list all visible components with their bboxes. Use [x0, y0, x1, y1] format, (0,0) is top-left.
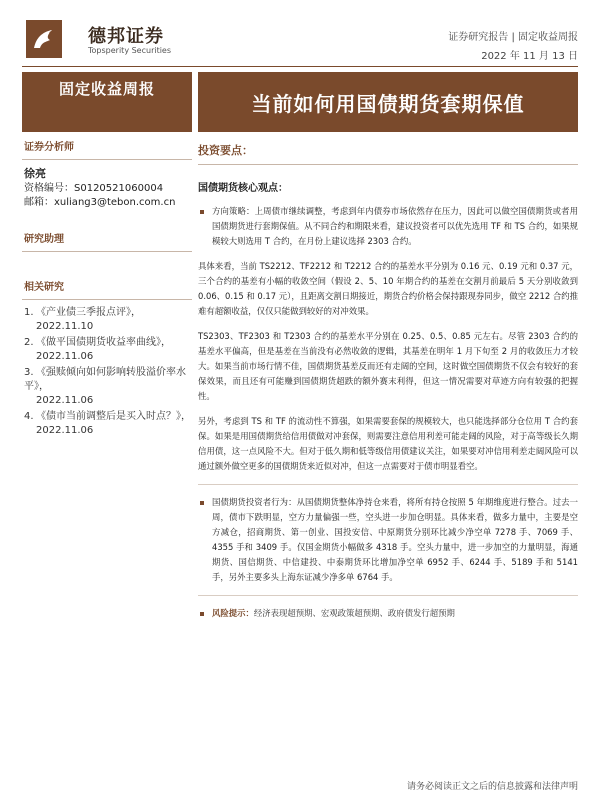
disclaimer-footer: 请务必阅读正文之后的信息披露和法律声明	[406, 782, 578, 792]
paragraph-direction-strategy: 方向策略：上周债市继续调整，考虑到年内债券市场依然存在压力，因此可以做空国债期货或者用国债期货进行套期保值。从不同合约和期限来看，建议投资者可以优先选用 TF 和 TS 合约，如果规模较大则选用 T 合约，在月份上建议选择 2303 合约。	[212, 206, 579, 246]
ref-title: 《强赎倾向如何影响转股溢价率水平》，	[24, 367, 186, 392]
main-content	[198, 138, 578, 621]
ref-date: 2022.11.06	[36, 425, 94, 436]
bullet-square-icon	[200, 210, 204, 214]
ref-date: 2022.11.06	[36, 351, 94, 362]
bullet-square-icon	[200, 612, 204, 616]
content-divider	[198, 595, 578, 596]
related-research-item[interactable]: 1. 《产业债三季报点评》， 2022.11.10	[24, 306, 192, 334]
risk-warning	[198, 606, 578, 621]
dragon-logo-icon	[26, 20, 62, 58]
core-views-heading: 国债期货核心观点：	[198, 183, 288, 194]
risk-text: 经济表现超预期、宏观政策超预期、政府债发行超预期	[253, 608, 455, 618]
brand-name-en: Topsperity Securities	[88, 46, 172, 55]
content-divider	[198, 484, 578, 485]
document-type: 证券研究报告 | 固定收益周报	[448, 32, 578, 43]
related-research-heading: 相关研究	[24, 282, 64, 293]
brand-name: 德邦证券	[88, 26, 164, 47]
key-points-heading: 投资要点：	[198, 144, 253, 157]
investor-behavior-block	[198, 495, 578, 585]
section-banner: 固定收益周报	[22, 72, 192, 104]
ref-title: 《债市当前调整后是买入时点？》，	[36, 411, 191, 422]
related-research-item[interactable]: 2. 《做平国债期货收益率曲线》， 2022.11.06	[24, 336, 192, 364]
sidebar-divider	[22, 299, 192, 300]
sidebar-divider	[22, 251, 192, 252]
analyst-certificate: 资格编号：S0120521060004	[24, 183, 164, 194]
related-research-item[interactable]: 3. 《强赎倾向如何影响转股溢价率水平》， 2022.11.06	[24, 366, 192, 408]
analyst-email[interactable]: 邮箱：xuliang3@tebon.com.cn	[24, 197, 176, 208]
sidebar-divider	[22, 159, 192, 160]
header-divider	[22, 66, 578, 67]
direction-strategy-block	[198, 204, 578, 249]
key-points-divider	[198, 164, 578, 165]
paragraph-basis-2212: 具体来看，当前 TS2212、TF2212 和 T2212 合约的基差水平分别为 0.16 元、0.19 元和 0.37 元，三个合约的基差有小幅的收敛空间（假设 2、5、10 年期合约的基差在交割月前最后 5 天分别收敛到 0.06、0.15 和 0.17 元），且距离交割日期接近，期货合约价格会保持跟现券同步，做空 2212 合约推难有超额收益，仅仅只能做到较好的对冲效果。	[198, 261, 578, 316]
paragraph-investor-behavior: 国债期货投资者行为：从国债期货整体净持仓来看，将所有持仓按照 5 年期维度进行整合。过去一周，债市下跌明显，空方力量偏强一些，空头进一步加仓明显。具体来看，做多力量中，主要是空方减仓，招商期货、第一创业、国投安信、中原期货分别环比减少净空单 7278 手、7069 手、4355 手和 3409 手。仅国金期货小幅做多 4318 手。空头力量中，进一步加空的力量明显，海通期货、国信期货、中信建投、中泰期货环比增加净空单 6952 手、6244 手、5189 手和 5141 手，另外主要多头上海东证减少净多单 6764 手。	[212, 497, 578, 582]
ref-date: 2022.11.06	[36, 395, 94, 406]
sidebar	[22, 138, 192, 440]
bullet-square-icon	[200, 501, 204, 505]
ref-date: 2022.11.10	[36, 321, 94, 332]
analyst-heading: 证券分析师	[24, 142, 74, 153]
risk-label: 风险提示：	[212, 608, 254, 618]
analyst-name: 徐亮	[24, 167, 46, 180]
report-date: 2022 年 11 月 13 日	[481, 51, 578, 62]
paragraph-hedge-scale: 另外，考虑到 TS 和 TF 的流动性不算强，如果需要套保的规模较大，也只能选择部分仓位用 T 合约套保。如果是用国债期货给信用债做对冲套保，则需要注意信用利差可能走阔的风险，对于高等级长久期信用债，这一点风险不大。但对于低久期和低等级信用债建议关注，如果要对冲信用利差走阔风险可以通过额外做空更多的国债期货来近似对冲，但这一点需要对于债市明显看空。	[198, 416, 578, 471]
section-banner-fill	[22, 104, 192, 132]
company-logo	[26, 20, 62, 58]
ref-title: 《产业债三季报点评》，	[36, 307, 141, 318]
paragraph-basis-2303: TS2303、TF2303 和 T2303 合约的基差水平分别在 0.25、0.5、0.85 元左右。尽管 2303 合约的基差水平偏高，但是基差在当前没有必然收敛的逻辑，其基差在明年 1 月下旬至 2 月的收敛压力才较大。如果当前市场行情不佳，国债期货基差反而还有走阔的空间，这时做空国债期货不仅会有较好的套保效果，而且还有可能赚到国债期货超跌的额外赛末利得，但这一情况需要对草迹方向有较强的把握性。	[198, 331, 578, 401]
ref-title: 《做平国债期货收益率曲线》，	[36, 337, 171, 348]
assistant-heading: 研究助理	[24, 234, 64, 245]
report-title: 当前如何用国债期货套期保值	[198, 72, 578, 132]
related-research-list	[22, 306, 192, 438]
related-research-item[interactable]: 4. 《债市当前调整后是买入时点？》， 2022.11.06	[24, 411, 191, 436]
